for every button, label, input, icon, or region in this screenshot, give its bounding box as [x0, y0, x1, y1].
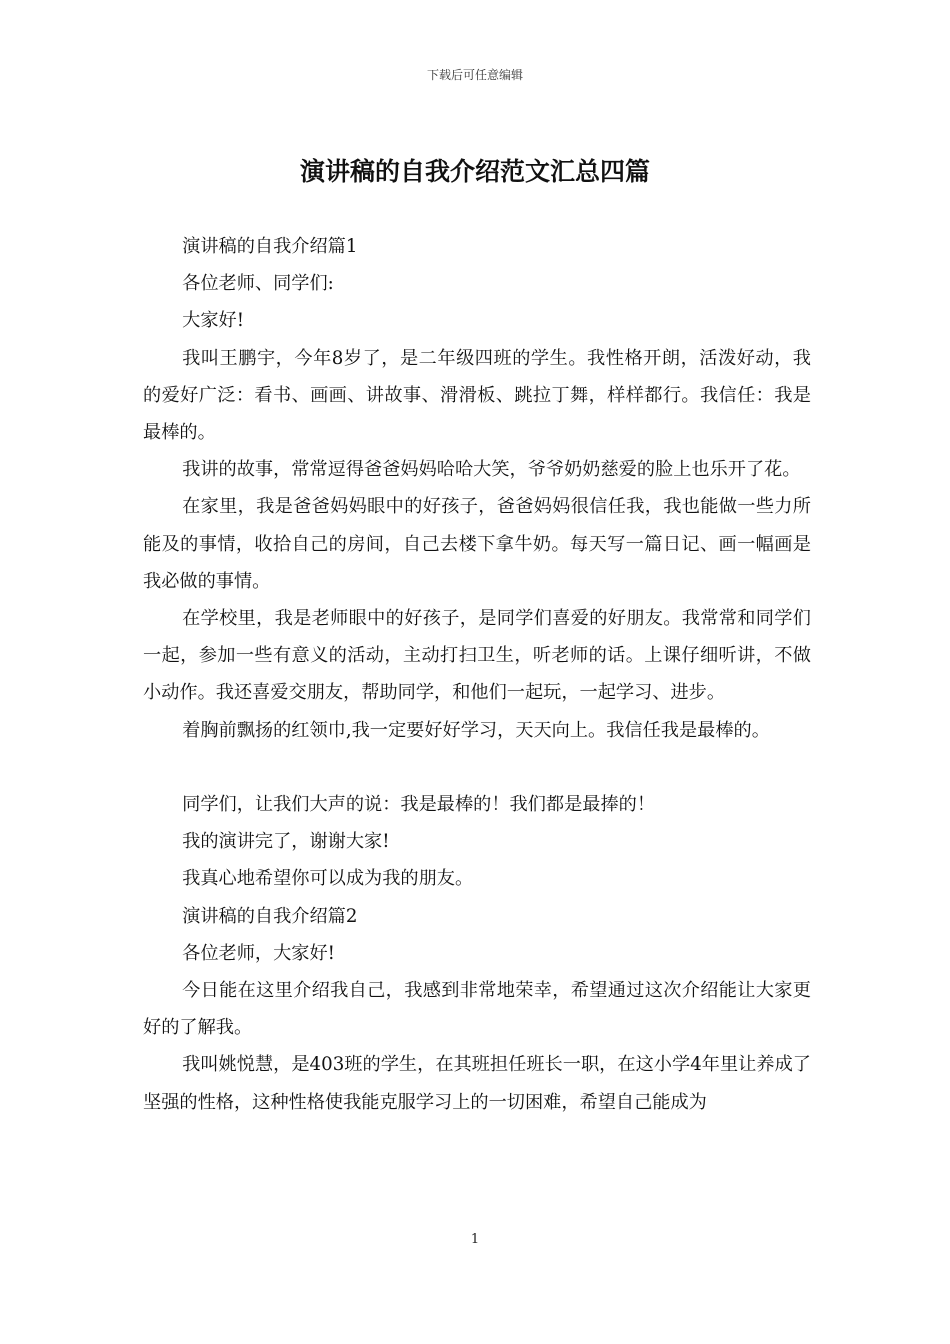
- salutation: 各位老师、同学们:: [182, 273, 334, 295]
- paragraph: 在学校里，我是老师眼中的好孩子，是同学们喜爱的好朋友。我常常和同学们一起，参加一些有意义的活动，主动打扫卫生，听老师的话。上课仔细听讲，不做小动作。我还喜爱交朋友，帮助同学，和他们一起玩，一起学习、进步。: [143, 608, 811, 704]
- paragraph: 着胸前飘扬的红领巾,我一定要好好学习，天天向上。我信任我是最棒的。: [182, 719, 770, 741]
- paragraph: 我叫王鹏宇，今年8岁了，是二年级四班的学生。我性格开朗，活泼好动，我的爱好广泛：看书、画画、讲故事、滑滑板、跳拉丁舞，样样都行。我信任：我是最棒的。: [143, 347, 811, 444]
- greeting: 大家好!: [182, 310, 244, 332]
- paragraph: 我真心地希望你可以成为我的朋友。: [182, 868, 474, 890]
- paragraph: 我讲的故事，常常逗得爸爸妈妈哈哈大笑，爷爷奶奶慈爱的脸上也乐开了花。: [182, 459, 801, 481]
- section-heading-1: 演讲稿的自我介绍篇1: [182, 236, 358, 257]
- paragraph: 在家里，我是爸爸妈妈眼中的好孩子，爸爸妈妈很信任我，我也能做一些力所能及的事情，收拾自己的房间，自己去楼下拿牛奶。每天写一篇日记、画一幅画是我必做的事情。: [143, 496, 811, 592]
- paragraph: 我的演讲完了，谢谢大家!: [182, 831, 390, 853]
- document-title: 演讲稿的自我介绍范文汇总四篇: [299, 157, 650, 186]
- paragraph: 我叫姚悦慧，是403班的学生，在其班担任班长一职，在这小学4年里让养成了坚强的性格，这种性格使我能克服学习上的一切困难，希望自己能成为: [143, 1054, 811, 1113]
- section-heading-2: 演讲稿的自我介绍篇2: [182, 905, 358, 927]
- header-note: 下载后可任意编辑: [426, 68, 523, 82]
- page-number: 1: [470, 1232, 480, 1247]
- paragraph: 今日能在这里介绍我自己，我感到非常地荣幸，希望通过这次介绍能让大家更好的了解我。: [143, 980, 811, 1039]
- document-body: [143, 228, 811, 1121]
- salutation: 各位老师，大家好!: [182, 942, 335, 964]
- paragraph: 同学们，让我们大声的说：我是最棒的！我们都是最捧的！: [182, 794, 656, 816]
